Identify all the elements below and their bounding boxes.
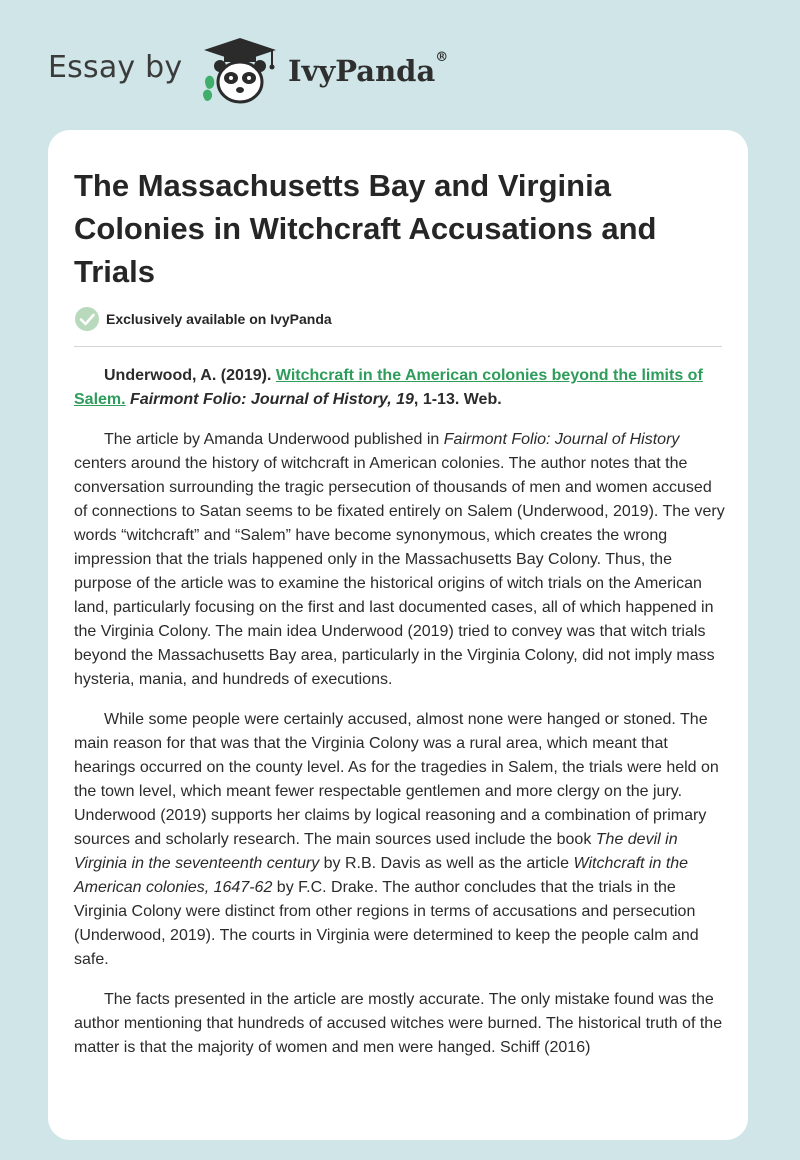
essay-card (48, 130, 748, 1140)
citation-rest: , 1-13. Web. (413, 391, 502, 408)
citation-author: Underwood, A. (2019). (104, 367, 272, 384)
paragraph-1: The article by Amanda Underwood published in Fairmont Folio: Journal of History centers around the history of witchcraft in American colonies. The author notes that the conversation surrounding the tragic persecution of thousands of men and women accused of connections to Satan seems to be fixated entirely on Salem (Underwood, 2019). The very words “witchcraft” and “Salem” have become synonymous, which creates the wrong impression that the trials happened only in the Massachusetts Bay Colony. Thus, the purpose of the article was to examine the historical origins of witch trials on the American land, particularly focusing on the first and last documented cases, all of which happened in the Virginia Colony. The main idea Underwood (2019) tried to convey was that witch trials beyond the Massachusetts Bay area, particularly in the Virginia Colony, did not imply mass hysteria, mania, and hundreds of executions. (74, 431, 725, 688)
divider (74, 346, 722, 347)
site-header (48, 36, 468, 108)
book-title: The devil in Virginia in the seventeenth century (74, 831, 678, 872)
essay-title: The Massachusetts Bay and Virginia Colonies in Witchcraft Accusations and Trials (74, 168, 657, 289)
article-title: Witchcraft in the American colonies, 1647-62 (74, 855, 689, 896)
panda-logo-icon[interactable] (200, 36, 280, 108)
journal-name: Fairmont Folio: Journal of History (443, 431, 680, 448)
paragraph-3: The facts presented in the article are mostly accurate. The only mistake found was the author mentioning that hundreds of accused witches were burned. The historical truth of the matter is that the majority of women and men were hanged. Schiff (2016) (74, 991, 723, 1056)
check-circle-icon (74, 306, 100, 332)
paragraph-2: While some people were certainly accused, almost none were hanged or stoned. The main reason for that was that the Virginia Colony was a rural area, which meant that hearings occurred on the county level. As for the tragedies in Salem, the trials were held on the town level, which meant fewer respectable gentlemen and more clergy on the jury. Underwood (2019) supports her claims by logical reasoning and a combination of primary sources and scholarly research. The main sources used include the book The devil in Virginia in the seventeenth century by R.B. Davis as well as the article Witchcraft in the American colonies, 1647-62 by F.C. Drake. The author concludes that the trials in the Virginia Colony were distinct from other regions in terms of accusations and persecution (Underwood, 2019). The courts in Virginia were determined to keep the people calm and safe. (74, 711, 719, 968)
essay-by-label: Essay by (48, 50, 183, 85)
citation-link[interactable]: Witchcraft in the American colonies beyond the limits of Salem. (74, 367, 703, 408)
essay-body (74, 364, 726, 1076)
badge-label: Exclusively available on IvyPanda (106, 311, 332, 327)
citation (74, 364, 726, 412)
citation-journal: Fairmont Folio: Journal of History, 19 (130, 391, 414, 408)
registered-mark: ® (435, 50, 449, 65)
brand-name[interactable]: IvyPanda® (288, 50, 449, 88)
